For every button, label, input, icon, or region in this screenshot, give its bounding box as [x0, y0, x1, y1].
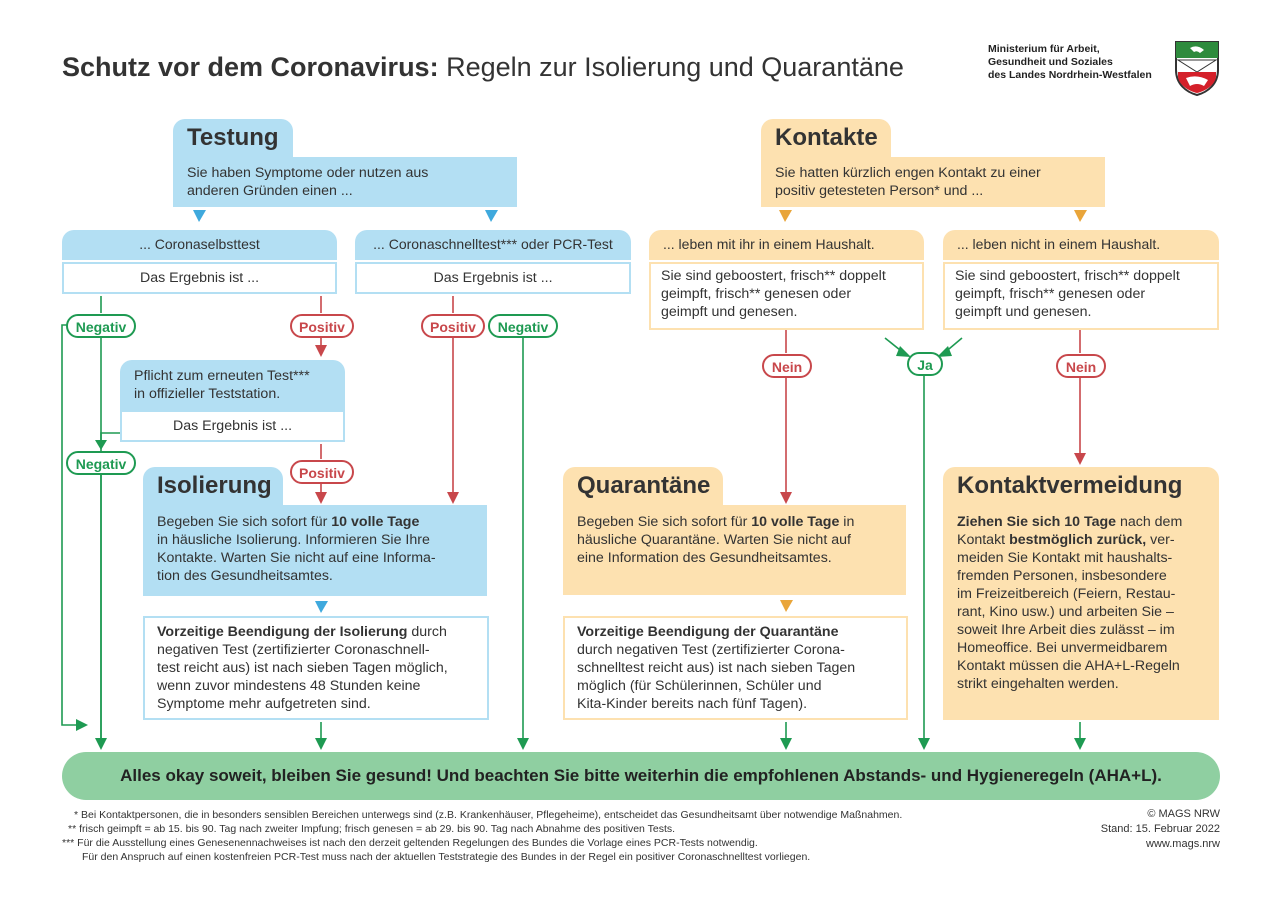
badge-negativ: Negativ: [66, 314, 136, 338]
final-message: Alles okay soweit, bleiben Sie gesund! Und beachten Sie bitte weiterhin die empfohlenen Abstands- und Hygieneregeln (AHA+L).: [62, 752, 1220, 800]
badge-nein: Nein: [1056, 354, 1106, 378]
footnote-3b: Für den Anspruch auf einen kostenfreien PCR-Test muss nach der aktuellen Teststrategie des Bundes in der Regel ein positiver Coronaschnelltest vorliegen.: [82, 851, 811, 863]
credit-copyright: © MAGS NRW: [1147, 808, 1220, 820]
retest-notice: Pflicht zum erneuten Test*** in offizieller Teststation.: [120, 360, 345, 410]
footnote-3: *** Für die Ausstellung eines Genesenennachweises ist nach den derzeit geltenden Regelungen des Bundes die Vorlage eines PCR-Tests notwendig.: [62, 837, 758, 849]
badge-negativ: Negativ: [488, 314, 558, 338]
household-boosted: Sie sind geboostert, frisch** doppelt geimpft, frisch** genesen oder geimpft und genesen.: [649, 262, 924, 330]
testung-heading: Testung: [173, 119, 293, 159]
no-household-label: ... leben nicht in einem Haushalt.: [943, 230, 1219, 260]
badge-positiv: Positiv: [290, 460, 354, 484]
badge-ja: Ja: [907, 352, 943, 376]
household-label: ... leben mit ihr in einem Haushalt.: [649, 230, 924, 260]
self-test-result: Das Ergebnis ist ...: [62, 262, 337, 294]
isolierung-end-box: Vorzeitige Beendigung der Isolierung durch negativen Test (zertifizierter Coronaschnell- test reicht aus) ist nach sieben Tagen möglich, wenn zuvor mindestens 48 Stunden keine Symptome mehr aufgetreten sind.: [143, 616, 489, 720]
badge-positiv: Positiv: [290, 314, 354, 338]
kontakte-heading: Kontakte: [761, 119, 891, 159]
badge-nein: Nein: [762, 354, 812, 378]
rapid-test-result: Das Ergebnis ist ...: [355, 262, 631, 294]
isolierung-text: Begeben Sie sich sofort für 10 volle Tage in häusliche Isolierung. Informieren Sie Ihre Kontakte. Warten Sie nicht auf eine Informa- tion des Gesundheitsamtes.: [143, 505, 487, 596]
rapid-test-label: ... Coronaschnelltest*** oder PCR-Test: [355, 230, 631, 260]
kontakte-intro: Sie hatten kürzlich engen Kontakt zu einer positiv getesteten Person* und ...: [761, 157, 1105, 207]
credit-website[interactable]: www.mags.nrw: [1146, 838, 1220, 850]
badge-positiv: Positiv: [421, 314, 485, 338]
page-title: Schutz vor dem Coronavirus: Regeln zur Isolierung und Quarantäne: [62, 52, 904, 82]
quarantaene-heading: Quarantäne: [563, 467, 723, 507]
self-test-label: ... Coronaselbsttest: [62, 230, 337, 260]
credit-date: Stand: 15. Februar 2022: [1100, 823, 1220, 835]
footnote-2: ** frisch geimpft = ab 15. bis 90. Tag nach zweiter Impfung; frisch genesen = ab 29. bis 90. Tag nach Abnahme des positiven Tests.: [68, 823, 676, 835]
quarantaene-end-box: Vorzeitige Beendigung der Quarantäne durch negativen Test (zertifizierter Corona- schnelltest reicht aus) ist nach sieben Tagen möglich (für Schülerinnen, Schüler und Kita-Kinder bereits nach fünf Tagen).: [563, 616, 908, 720]
kontaktvermeidung-text: Ziehen Sie sich 10 Tage nach dem Kontakt bestmöglich zurück, ver- meiden Sie Kontakt mit haushalts- fremden Personen, insbesondere im Freizeitbereich (Feiern, Restau- rant, Kino usw.) und arbeiten Sie – soweit Ihre Arbeit dies zulässt – im Homeoffice. Bei unvermeidbarem Kontakt müssen die AHA+L-Regeln strikt eingehalten werden.: [943, 505, 1219, 720]
ministry-name: Ministerium für Arbeit, Gesundheit und Soziales des Landes Nordrhein-Westfalen: [988, 43, 1152, 81]
footnote-1: * Bei Kontaktpersonen, die in besonders sensiblen Bereichen unterwegs sind (z.B. Krankenhäuser, Pflegeheime), entscheidet das Gesundheitsamt über notwendige Maßnahmen.: [74, 809, 903, 821]
testung-intro: Sie haben Symptome oder nutzen aus anderen Gründen einen ...: [173, 157, 517, 207]
quarantaene-text: Begeben Sie sich sofort für 10 volle Tage in häusliche Quarantäne. Warten Sie nicht auf eine Information des Gesundheitsamtes.: [563, 505, 906, 595]
no-household-boosted: Sie sind geboostert, frisch** doppelt geimpft, frisch** genesen oder geimpft und genesen.: [943, 262, 1219, 330]
kontaktvermeidung-heading: Kontaktvermeidung: [943, 467, 1219, 507]
isolierung-heading: Isolierung: [143, 467, 283, 507]
retest-result: Das Ergebnis ist ...: [120, 410, 345, 442]
badge-negativ: Negativ: [66, 451, 136, 475]
